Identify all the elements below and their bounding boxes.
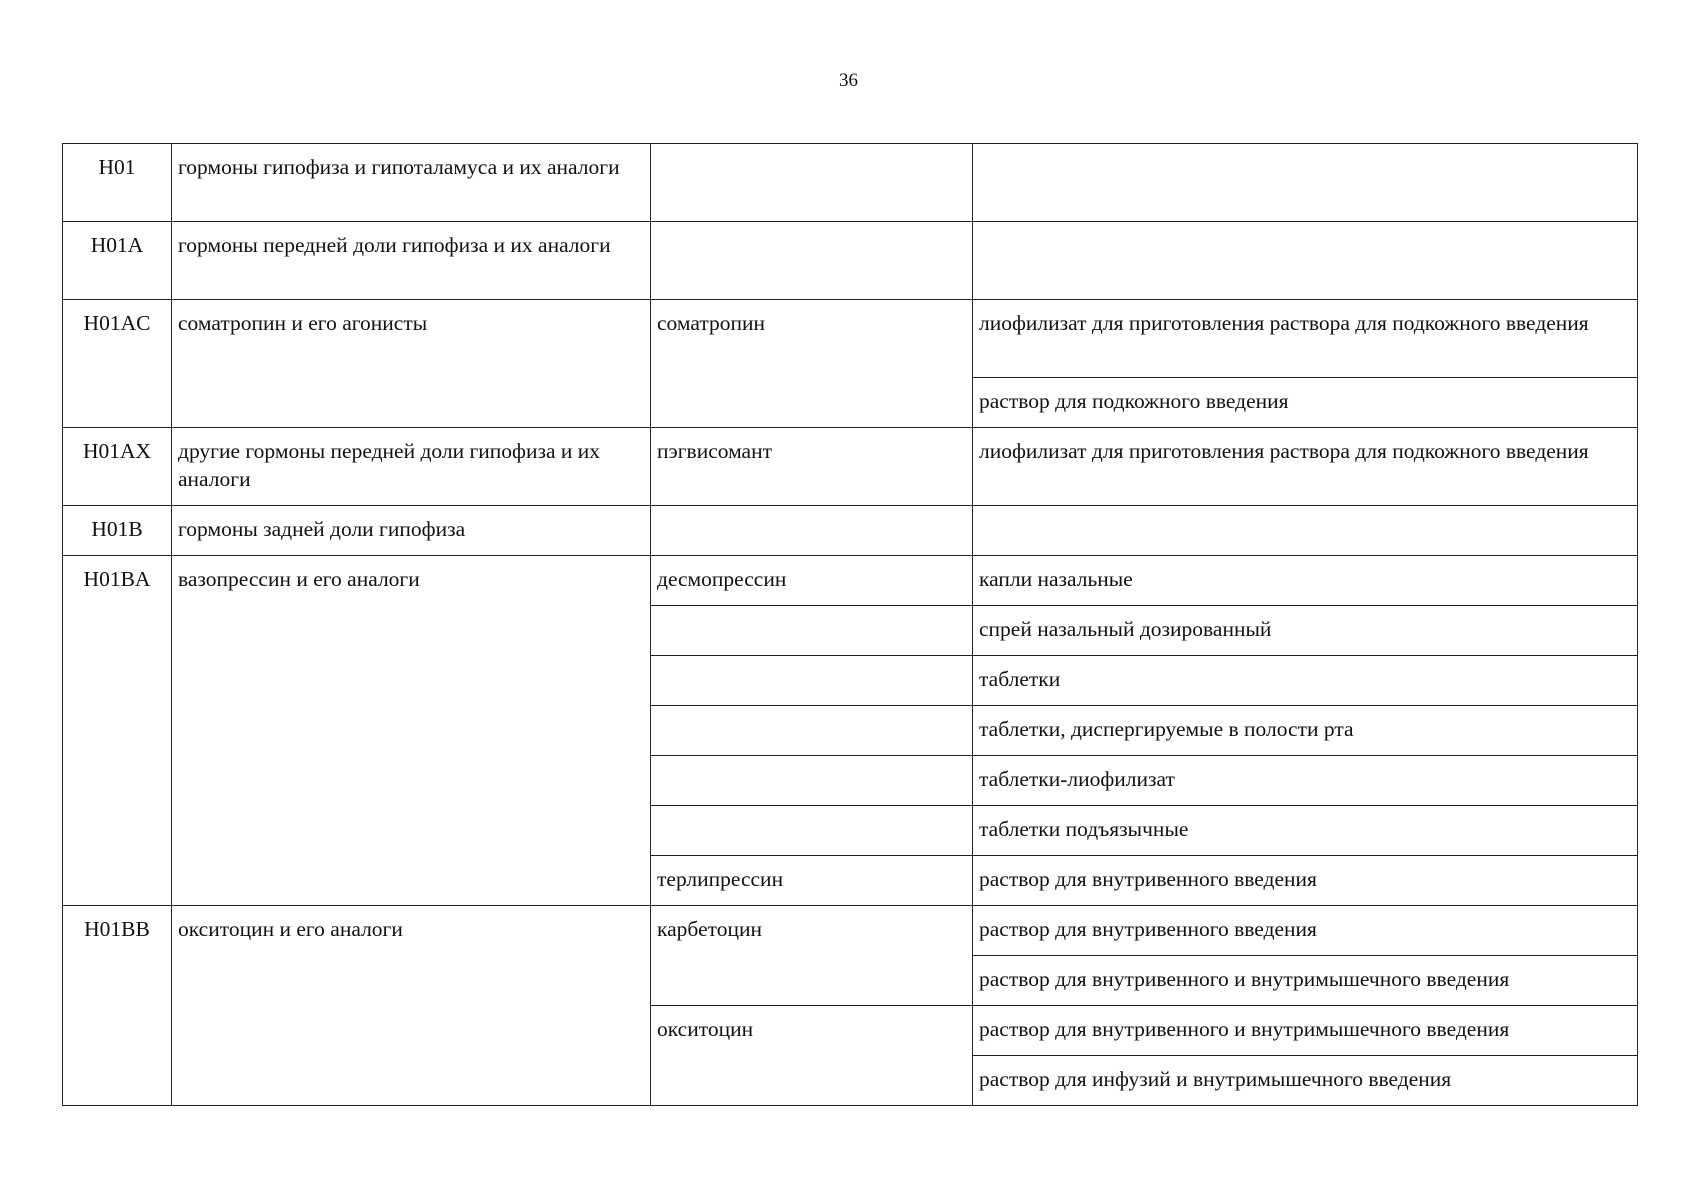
substance-empty: [651, 756, 973, 806]
table-row: [63, 506, 1638, 556]
atc-group: гормоны задней доли гипофиза: [172, 506, 651, 556]
dosage-form: [973, 144, 1638, 222]
atc-group: окситоцин и его аналоги: [172, 906, 651, 1106]
dosage-form: таблетки подъязычные: [973, 806, 1638, 856]
table-row: [63, 906, 1638, 956]
substance: десмопрессин: [651, 556, 973, 606]
table-row: [63, 144, 1638, 222]
substance-empty: [651, 806, 973, 856]
table-row: [63, 300, 1638, 378]
atc-group: соматропин и его агонисты: [172, 300, 651, 428]
substance-empty: [651, 656, 973, 706]
substance: [651, 144, 973, 222]
atc-code: H01B: [63, 506, 172, 556]
substance: пэгвисомант: [651, 428, 973, 506]
dosage-form: лиофилизат для приготовления раствора для подкожного введения: [973, 300, 1638, 378]
atc-group: другие гормоны передней доли гипофиза и их аналоги: [172, 428, 651, 506]
dosage-form: капли назальные: [973, 556, 1638, 606]
dosage-form: раствор для инфузий и внутримышечного введения: [973, 1056, 1638, 1106]
atc-code: H01BA: [63, 556, 172, 906]
atc-group: гормоны передней доли гипофиза и их аналоги: [172, 222, 651, 300]
atc-code: H01AC: [63, 300, 172, 428]
table-row: [63, 556, 1638, 606]
drug-classification-table: [62, 143, 1638, 1106]
dosage-form: спрей назальный дозированный: [973, 606, 1638, 656]
atc-group: гормоны гипофиза и гипоталамуса и их аналоги: [172, 144, 651, 222]
page-number: 36: [839, 70, 858, 91]
dosage-form: таблетки: [973, 656, 1638, 706]
substance-empty: [651, 706, 973, 756]
atc-code: H01A: [63, 222, 172, 300]
dosage-form: раствор для внутривенного и внутримышечного введения: [973, 956, 1638, 1006]
dosage-form: раствор для внутривенного введения: [973, 856, 1638, 906]
dosage-form: [973, 506, 1638, 556]
dosage-form: [973, 222, 1638, 300]
table-row: [63, 222, 1638, 300]
dosage-form: раствор для подкожного введения: [973, 378, 1638, 428]
atc-code: H01AX: [63, 428, 172, 506]
dosage-form: раствор для внутривенного и внутримышечного введения: [973, 1006, 1638, 1056]
dosage-form: раствор для внутривенного введения: [973, 906, 1638, 956]
atc-group: вазопрессин и его аналоги: [172, 556, 651, 906]
atc-code: H01BB: [63, 906, 172, 1106]
substance: окситоцин: [651, 1006, 973, 1106]
dosage-form: таблетки, диспергируемые в полости рта: [973, 706, 1638, 756]
table-row: [63, 428, 1638, 506]
substance: терлипрессин: [651, 856, 973, 906]
dosage-form: таблетки-лиофилизат: [973, 756, 1638, 806]
dosage-form: лиофилизат для приготовления раствора для подкожного введения: [973, 428, 1638, 506]
substance: соматропин: [651, 300, 973, 428]
atc-code: H01: [63, 144, 172, 222]
substance: [651, 222, 973, 300]
substance: [651, 506, 973, 556]
substance-empty: [651, 606, 973, 656]
substance: карбетоцин: [651, 906, 973, 1006]
